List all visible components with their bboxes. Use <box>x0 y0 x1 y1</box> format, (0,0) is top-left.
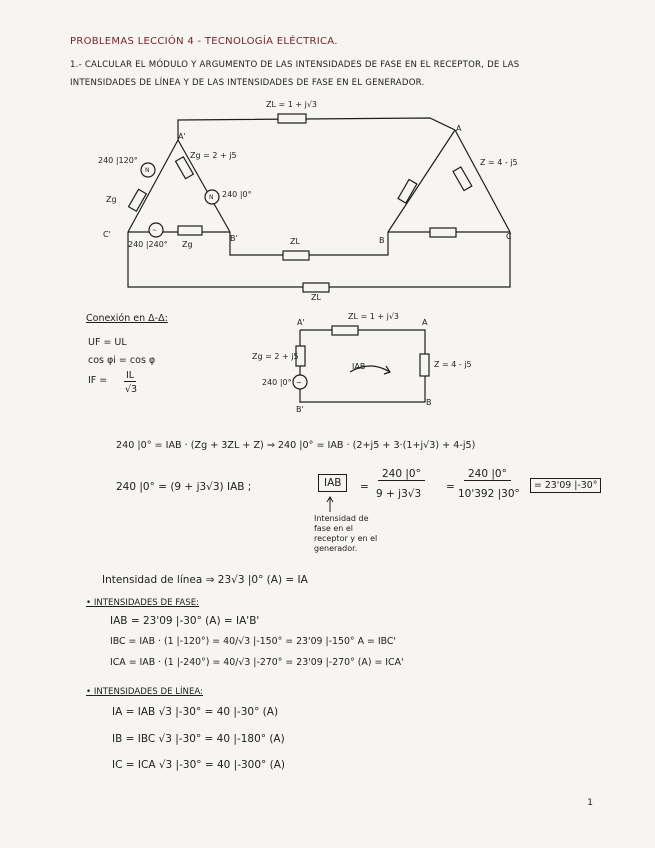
c2-node-a: A <box>422 318 428 327</box>
z-load-label: Z = 4 - j5 <box>480 158 518 167</box>
source-symbol: N <box>209 194 214 201</box>
node-a: A <box>456 124 462 133</box>
iab-boxed: IAB <box>318 474 347 492</box>
line-current-b: IB = IBC √3 |-30° = 40 |-180° (A) <box>112 733 285 745</box>
equals-1: = <box>360 481 369 493</box>
source-symbol: ~ <box>152 227 158 234</box>
fraction-2-den: 10'392 |30° <box>458 488 520 500</box>
eq-if-den: √3 <box>125 384 138 395</box>
node-b: B <box>379 236 385 245</box>
line-current-c: IC = ICA √3 |-30° = 40 |-300° (A) <box>112 759 285 771</box>
eq-if-label: IF = <box>88 375 108 386</box>
line-current-a: IA = IAB √3 |-30° = 40 |-30° (A) <box>112 706 279 718</box>
source-symbol: N <box>145 167 150 174</box>
connection-title: Conexión en Δ-Δ: <box>86 313 168 324</box>
line-current-equation: Intensidad de línea ⇒ 23√3 |0° (A) = IA <box>102 574 308 586</box>
source-right-label: 240 |0° <box>222 190 252 199</box>
phase-currents-title <box>86 598 199 608</box>
problem-line-2: INTENSIDADES DE LÍNEA Y DE LAS INTENSIDADES DE FASE EN EL GENERADOR. <box>70 78 425 88</box>
page-number: 1 <box>587 798 593 808</box>
note-phase-current: Intensidad de fase en el receptor y en el generador. <box>314 514 378 553</box>
eq-uf-ul: UF = UL <box>88 337 127 348</box>
c2-node-b-prime: B' <box>296 405 304 414</box>
problem-line-1: 1.- CALCULAR EL MÓDULO Y ARGUMENTO DE LAS INTENSIDADES DE FASE EN EL RECEPTOR, DE LAS <box>70 60 520 70</box>
c2-iab-label: IAB <box>352 362 366 371</box>
c2-source-label: 240 |0° <box>262 378 292 387</box>
node-a-prime: A' <box>178 132 186 141</box>
c2-zl-label: ZL = 1 + j√3 <box>348 312 400 321</box>
source-bottom-label: 240 |240° <box>128 240 168 249</box>
phase-currents-title-text: INTENSIDADES DE FASE: <box>93 598 200 608</box>
phase-current-ab: IAB = 23'09 |-30° (A) = IA'B' <box>110 615 260 627</box>
line-currents-title-text: INTENSIDADES DE LÍNEA: <box>93 687 204 697</box>
phase-current-ca: ICA = IAB · (1 |-240°) = 40/√3 |-270° = 23'09 |-270° (A) = ICA' <box>110 657 404 668</box>
eq-cos: cos φi = cos φ <box>88 355 156 366</box>
phase-current-bc: IBC = IAB · (1 |-120°) = 40/√3 |-150° = 23'09 |-150° A = IBC' <box>110 636 396 647</box>
equation-kvl: 240 |0° = IAB · (Zg + 3ZL + Z) ⇒ 240 |0° = IAB · (2+j5 + 3·(1+j√3) + 4-j5) <box>116 440 476 451</box>
bullet: • <box>86 598 94 608</box>
bullet: • <box>86 687 94 697</box>
zl-top-label: ZL = 1 + j√3 <box>266 100 318 109</box>
c2-zg-label: Zg = 2 + j5 <box>252 352 299 361</box>
source-left-label: 240 |120° <box>98 156 138 165</box>
node-c: C <box>506 232 512 241</box>
zg-left-label: Zg <box>106 195 117 204</box>
eq-if-num: IL <box>126 370 135 381</box>
zg-bottom-label: Zg <box>182 240 193 249</box>
page-title: PROBLEMAS LECCIÓN 4 - TECNOLOGÍA ELÉCTRICA. <box>70 36 338 47</box>
fraction-1-den: 9 + j3√3 <box>376 488 422 500</box>
equals-2: = <box>446 481 455 493</box>
c2-node-a-prime: A' <box>297 318 305 327</box>
source-symbol: ~ <box>296 379 302 387</box>
iab-result: = 23'09 |-30° <box>530 478 601 493</box>
c2-node-b: B <box>426 398 432 407</box>
equation-simplified: 240 |0° = (9 + j3√3) IAB ; <box>116 481 252 493</box>
node-b-prime: B' <box>230 234 238 243</box>
node-c-prime: C' <box>103 230 111 239</box>
zg-label: Zg = 2 + j5 <box>190 151 237 160</box>
fraction-2-num: 240 |0° <box>464 468 511 481</box>
fraction-1-num: 240 |0° <box>378 468 425 481</box>
zl-bottom-label: ZL <box>311 293 321 302</box>
c2-z-label: Z = 4 - j5 <box>434 360 472 369</box>
line-currents-title <box>86 687 203 697</box>
zl-mid-label: ZL <box>290 237 300 246</box>
